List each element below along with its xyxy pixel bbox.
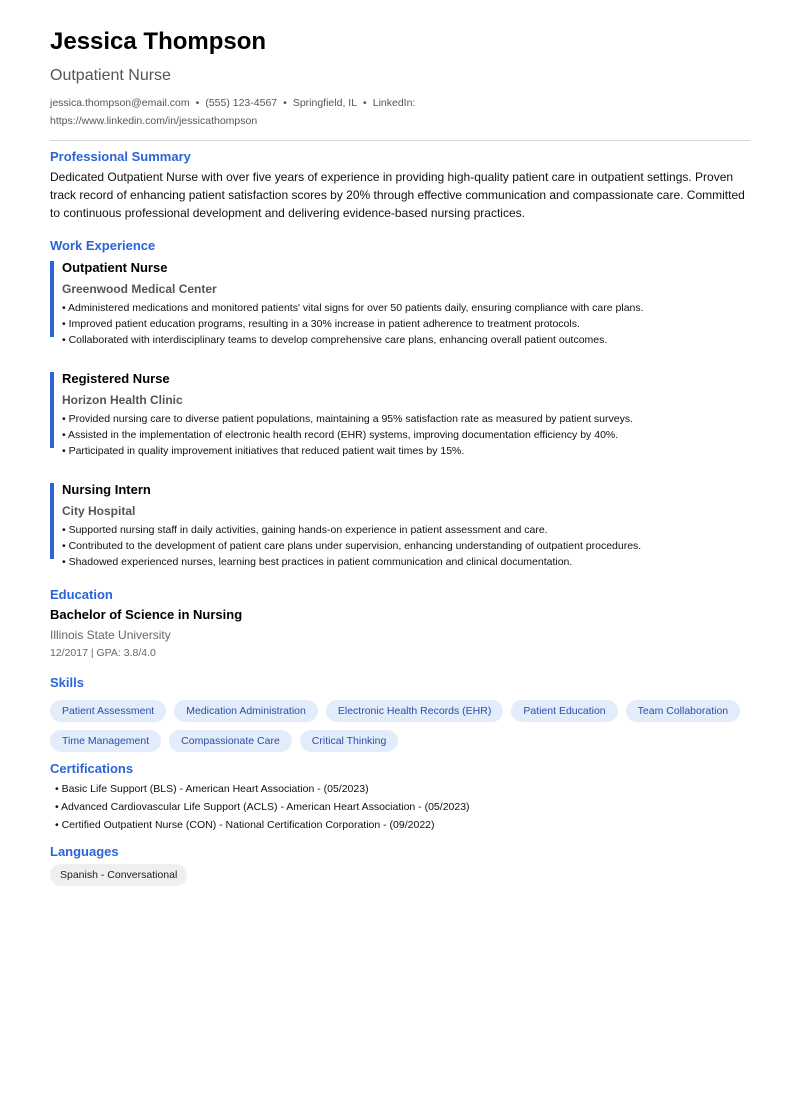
job-bullet: • Shadowed experienced nurses, learning best practices in patient communication and clinical documentation. <box>62 556 573 568</box>
certification-item: • Advanced Cardiovascular Life Support (ACLS) - American Heart Association - (05/2023) <box>55 801 470 813</box>
summary-text: Dedicated Outpatient Nurse with over five years of experience in providing high-quality patient care in outpatient settings. Proven track record of enhancing patient satisfaction scores by 20% through effective communication and compassionate care. Committed to continuous professional development and delivering evidence-based nursing practices. <box>50 170 745 220</box>
job-bullets <box>62 522 750 570</box>
language-chip: Spanish - Conversational <box>50 864 187 886</box>
job-bullet: • Supported nursing staff in daily activities, gaining hands-on experience in patient assessment and care. <box>62 524 548 536</box>
company-name: Greenwood Medical Center <box>62 282 217 296</box>
section-heading-languages: Languages <box>50 844 119 859</box>
contact-line <box>50 94 750 130</box>
location-text: Springfield, IL <box>292 97 358 109</box>
job-entry <box>50 370 750 459</box>
job-title: Registered Nurse <box>62 371 170 386</box>
job-entry <box>50 259 750 348</box>
job-bullet: • Improved patient education programs, resulting in a 30% increase in patient adherence to treatment protocols. <box>62 318 580 330</box>
certifications-section <box>50 760 750 834</box>
summary-section <box>50 148 750 222</box>
job-bullets <box>62 300 750 348</box>
languages-section <box>50 843 750 886</box>
phone-text: (555) 123-4567 <box>205 97 278 109</box>
certifications-list <box>50 780 750 834</box>
section-heading-skills: Skills <box>50 675 84 690</box>
section-heading-experience: Work Experience <box>50 238 156 253</box>
skill-chip: Compassionate Care <box>169 730 292 752</box>
job-title: Nursing Intern <box>62 482 151 497</box>
education-meta: 12/2017 | GPA: 3.8/4.0 <box>50 647 156 659</box>
job-bullet: • Collaborated with interdisciplinary teams to develop comprehensive care plans, enhancing overall patient outcomes. <box>62 334 608 346</box>
section-heading-summary: Professional Summary <box>50 149 191 164</box>
job-bullet: • Provided nursing care to diverse patient populations, maintaining a 95% satisfaction rate as measured by patient surveys. <box>62 413 633 425</box>
job-bullet: • Assisted in the implementation of electronic health record (EHR) systems, improving documentation efficiency by 40%. <box>62 429 619 441</box>
skill-chip: Patient Education <box>511 700 617 722</box>
degree-name: Bachelor of Science in Nursing <box>50 607 243 622</box>
skill-chip: Time Management <box>50 730 161 752</box>
job-bullet: • Administered medications and monitored patients' vital signs for over 50 patients daily, ensuring compliance with care plans. <box>62 302 644 314</box>
candidate-title: Outpatient Nurse <box>50 67 171 84</box>
skill-chip: Critical Thinking <box>300 730 399 752</box>
job-title: Outpatient Nurse <box>62 260 168 275</box>
section-heading-education: Education <box>50 587 113 602</box>
candidate-name: Jessica Thompson <box>50 28 267 55</box>
job-accent-bar <box>50 372 54 448</box>
education-section <box>50 586 750 660</box>
job-accent-bar <box>50 483 54 559</box>
skills-list <box>50 700 750 760</box>
separator: • <box>283 97 287 109</box>
skill-chip: Team Collaboration <box>626 700 740 722</box>
header-divider <box>50 140 750 141</box>
school-name: Illinois State University <box>50 628 171 642</box>
company-name: City Hospital <box>62 504 136 518</box>
section-heading-certifications: Certifications <box>50 761 134 776</box>
skill-chip: Medication Administration <box>174 700 318 722</box>
email-link[interactable]: jessica.thompson@email.com <box>50 97 190 109</box>
job-entry <box>50 481 750 570</box>
linkedin-link[interactable]: https://www.linkedin.com/in/jessicathompson <box>50 115 258 127</box>
certification-item: • Basic Life Support (BLS) - American Heart Association - (05/2023) <box>55 783 369 795</box>
job-bullets <box>62 411 750 459</box>
experience-section <box>50 237 750 570</box>
certification-item: • Certified Outpatient Nurse (CON) - National Certification Corporation - (09/2022) <box>55 819 435 831</box>
skill-chip: Electronic Health Records (EHR) <box>326 700 503 722</box>
separator: • <box>195 97 200 109</box>
linkedin-label: LinkedIn: <box>372 97 416 109</box>
skills-section <box>50 674 750 760</box>
skill-chip: Patient Assessment <box>50 700 166 722</box>
job-bullet: • Contributed to the development of patient care plans under supervision, enhancing understanding of outpatient procedures. <box>62 540 642 552</box>
company-name: Horizon Health Clinic <box>62 393 183 407</box>
separator: • <box>363 97 367 109</box>
job-accent-bar <box>50 261 54 337</box>
job-bullet: • Participated in quality improvement initiatives that reduced patient wait times by 15%. <box>62 445 465 457</box>
